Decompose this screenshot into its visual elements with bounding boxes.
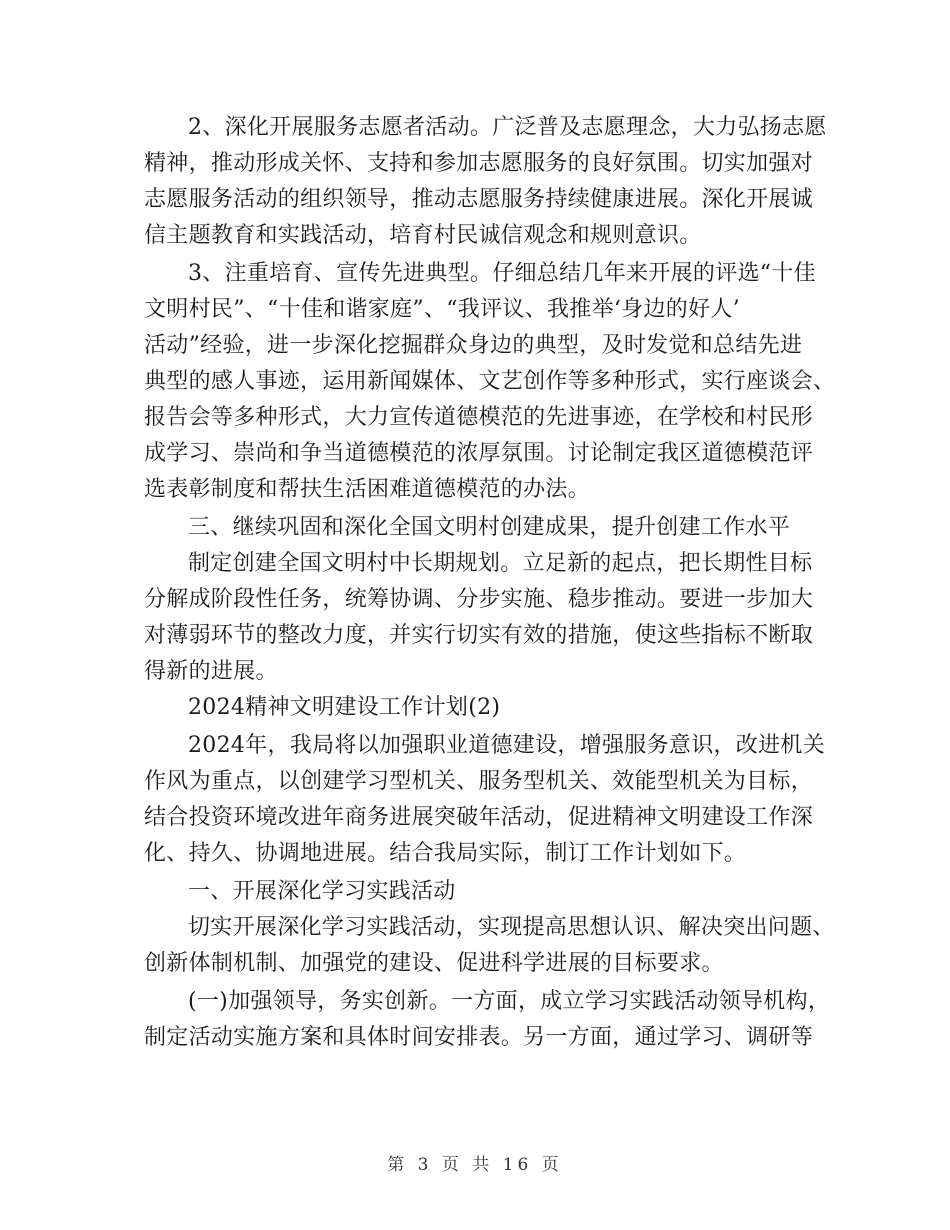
text-line: 化、持久、协调地进展。结合我局实际，制订工作计划如下。 bbox=[144, 841, 747, 866]
text-line: 制定活动实施方案和具体时间安排表。另一方面，通过学习、调研等 bbox=[144, 1025, 814, 1050]
text-line: 文明村民”、“十佳和谐家庭”、“我评议、我推举‘身边的好人’ bbox=[144, 297, 740, 322]
page-number-footer: 第 3 页 共 16 页 bbox=[387, 1155, 563, 1175]
text-line: 成学习、崇尚和争当道德模范的浓厚氛围。讨论制定我区道德模范评 bbox=[144, 441, 814, 466]
text-line: 切实开展深化学习实践活动，实现提高思想认识、解决突出问题、 bbox=[188, 915, 835, 940]
text-line: (一)加强领导，务实创新。一方面，成立学习实践活动领导机构， bbox=[188, 989, 831, 1014]
text-line: 精神，推动形成关怀、支持和参加志愿服务的良好氛围。切实加强对 bbox=[144, 151, 814, 176]
section-heading: 三、继续巩固和深化全国文明村创建成果，提升创建工作水平 bbox=[188, 515, 791, 540]
text-line: 报告会等多种形式，大力宣传道德模范的先进事迹，在学校和村民形 bbox=[144, 405, 814, 430]
section-heading: 一、开展深化学习实践活动 bbox=[188, 879, 456, 904]
text-line: 信主题教育和实践活动，培育村民诚信观念和规则意识。 bbox=[144, 223, 702, 248]
text-line: 制定创建全国文明村中长期规划。立足新的起点，把长期性目标 bbox=[188, 551, 813, 576]
text-line: 对薄弱环节的整改力度，并实行切实有效的措施，使这些指标不断取 bbox=[144, 623, 814, 648]
text-line: 分解成阶段性任务，统筹协调、分步实施、稳步推动。要进一步加大 bbox=[144, 587, 814, 612]
text-line: 2024年，我局将以加强职业道德建设，增强服务意识，改进机关 bbox=[188, 733, 825, 758]
text-line: 创新体制机制、加强党的建设、促进科学进展的目标要求。 bbox=[144, 951, 724, 976]
text-line: 作风为重点，以创建学习型机关、服务型机关、效能型机关为目标， bbox=[144, 769, 814, 794]
text-line: 得新的进展。 bbox=[144, 659, 278, 684]
text-line: 选表彰制度和帮扶生活困难道德模范的办法。 bbox=[144, 477, 591, 502]
text-line: 典型的感人事迹，运用新闻媒体、文艺创作等多种形式，实行座谈会、 bbox=[144, 369, 836, 394]
text-line: 结合投资环境改进年商务进展突破年活动，促进精神文明建设工作深 bbox=[144, 805, 814, 830]
text-line: 活动”经验，进一步深化挖掘群众身边的典型，及时发觉和总结先进 bbox=[144, 333, 803, 358]
text-line: 2、深化开展服务志愿者活动。广泛普及志愿理念，大力弘扬志愿 bbox=[188, 115, 827, 140]
text-line: 3、注重培育、宣传先进典型。仔细总结几年来开展的评选“十佳 bbox=[188, 261, 816, 286]
text-line: 志愿服务活动的组织领导，推动志愿服务持续健康进展。深化开展诚 bbox=[144, 187, 814, 212]
document-subtitle: 2024精神文明建设工作计划(2) bbox=[188, 695, 501, 720]
